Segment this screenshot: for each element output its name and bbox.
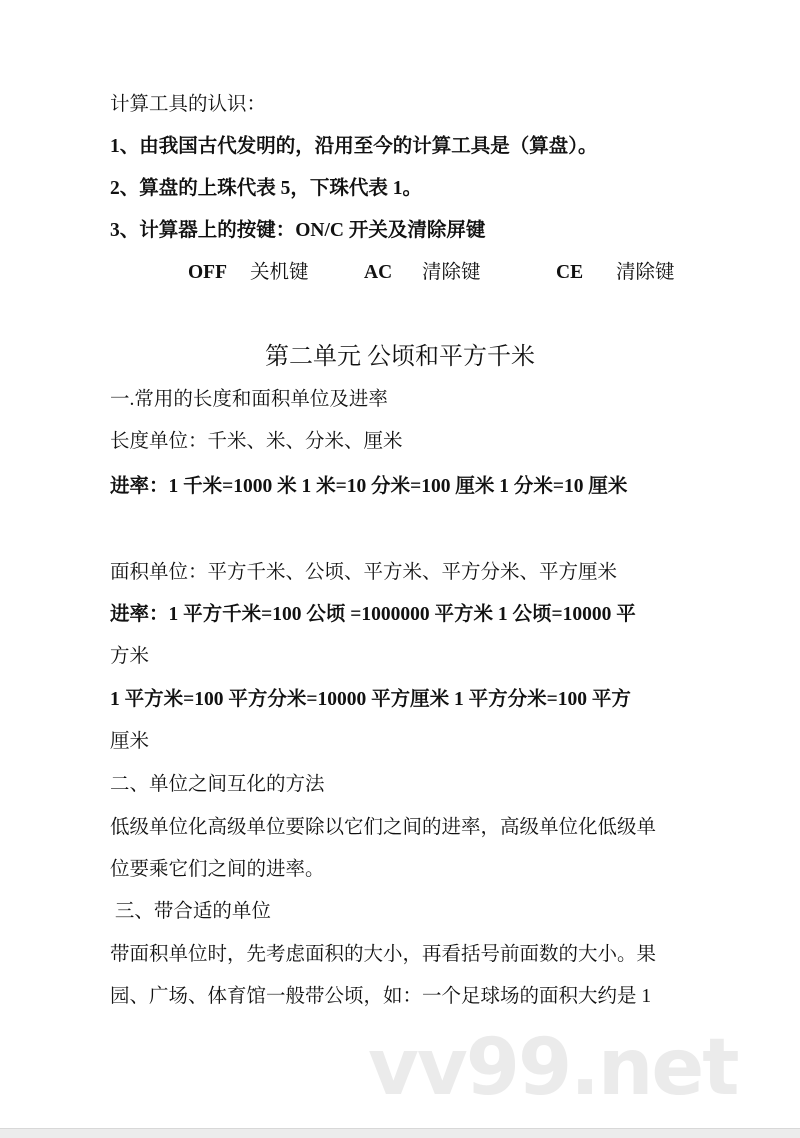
section-heading: 计算工具的认识： (110, 94, 267, 115)
paragraph: 1 平方米=100 平方分米=10000 平方厘米 1 平方分米=100 平方 (110, 689, 631, 710)
key-desc: 关机键 (250, 262, 309, 283)
paragraph: 面积单位：平方千米、公顷、平方米、平方分米、平方厘米 (110, 562, 618, 583)
section-heading: 一.常用的长度和面积单位及进率 (110, 389, 388, 410)
section-heading: 二、单位之间互化的方法 (110, 774, 325, 795)
key-name: OFF (188, 262, 227, 283)
watermark: vv99.net (368, 1023, 738, 1113)
key-desc: 清除键 (422, 262, 481, 283)
key-desc: 清除键 (616, 262, 675, 283)
paragraph: 厘米 (110, 731, 150, 752)
list-item: 3、计算器上的按键：ON/C 开关及清除屏键 (110, 220, 486, 241)
paragraph: 进率：1 平方千米=100 公顷 =1000000 平方米 1 公顷=10000 平 (110, 604, 636, 625)
list-item: 2、算盘的上珠代表 5，下珠代表 1。 (110, 178, 423, 199)
key-list (0, 259, 800, 287)
key-name: CE (556, 262, 584, 283)
paragraph: 带面积单位时，先考虑面积的大小，再看括号前面数的大小。果 (110, 944, 657, 965)
paragraph: 低级单位化高级单位要除以它们之间的进率，高级单位化低级单 (110, 817, 657, 838)
paragraph: 长度单位：千米、米、分米、厘米 (110, 431, 403, 452)
paragraph: 园、广场、体育馆一般带公顷，如：一个足球场的面积大约是 1 (110, 986, 652, 1007)
paragraph: 进率：1 千米=1000 米 1 米=10 分米=100 厘米 1 分米=10 厘米 (110, 476, 628, 497)
list-item: 1、由我国古代发明的，沿用至今的计算工具是（算盘）。 (110, 136, 598, 157)
key-name: AC (364, 262, 393, 283)
section-heading: 三、带合适的单位 (110, 901, 271, 922)
paragraph: 位要乘它们之间的进率。 (110, 859, 325, 880)
paragraph: 方米 (110, 646, 150, 667)
unit-title: 第二单元 公顷和平方千米 (265, 344, 535, 370)
